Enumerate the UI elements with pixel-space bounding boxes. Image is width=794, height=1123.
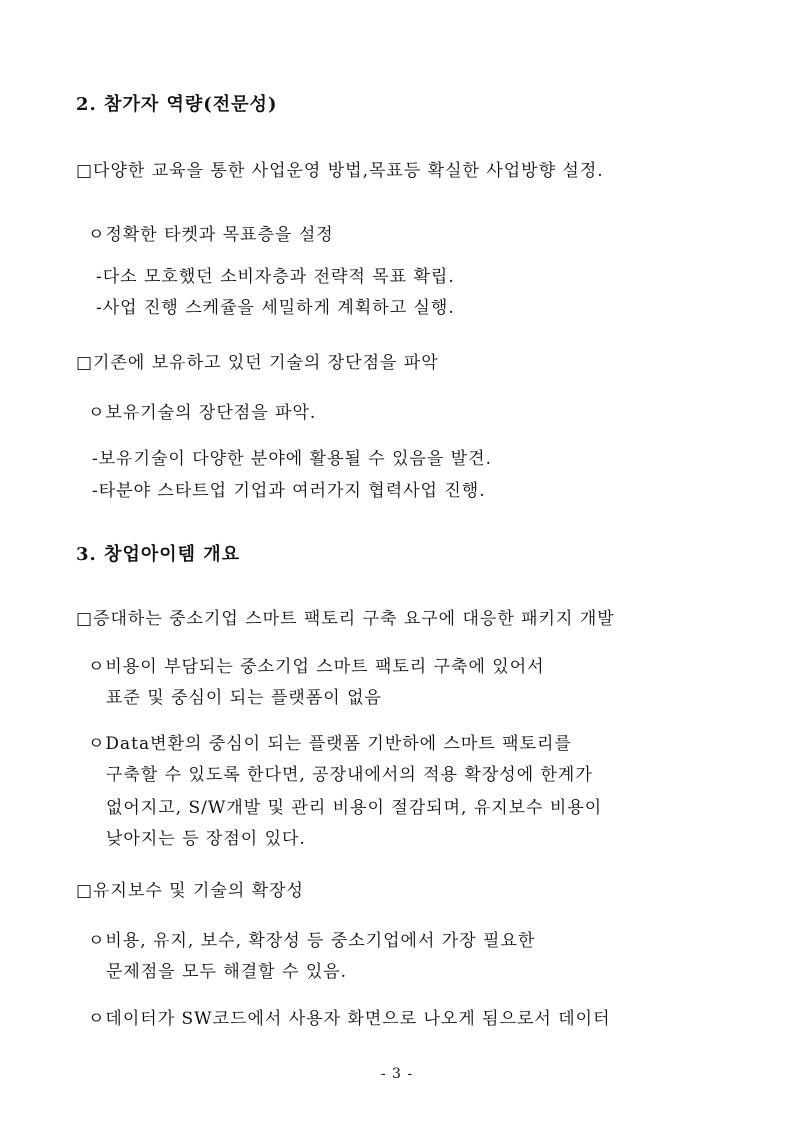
section-2-sub-item-2: ㅇ보유기술의 장단점을 파악. [88, 403, 317, 423]
section-3-sub-item-1-line-2: 표준 및 중심이 되는 플랫폼이 없음 [106, 688, 382, 708]
section-3-bullet-1: □증대하는 중소기업 스마트 팩토리 구축 요구에 대응한 패키지 개발 [76, 609, 615, 629]
section-2-dash-item-1: -다소 모호했던 소비자층과 전략적 목표 확립. [96, 267, 455, 287]
section-3-sub-item-2-line-2: 구축할 수 있도록 한다면, 공장내에서의 적용 확장성에 한계가 [106, 765, 593, 785]
section-3-sub-item-2-line-4: 낮아지는 등 장점이 있다. [106, 829, 306, 849]
section-2-bullet-2: □기존에 보유하고 있던 기술의 장단점을 파악 [76, 353, 439, 373]
section-2-sub-item-1: ㅇ정확한 타켓과 목표층을 설정 [88, 225, 334, 245]
section-3-sub-item-2-line-1: ㅇData변환의 중심이 되는 플랫폼 기반하에 스마트 팩토리를 [88, 734, 572, 754]
section-3-sub-item-1-line-1: ㅇ비용이 부담되는 중소기업 스마트 팩토리 구축에 있어서 [88, 657, 545, 677]
section-3-sub-item-3-line-1: ㅇ비용, 유지, 보수, 확장성 등 중소기업에서 가장 필요한 [88, 931, 536, 951]
section-3-bullet-2: □유지보수 및 기술의 확장성 [76, 881, 304, 901]
section-2-heading: 2. 참가자 역량(전문성) [76, 94, 278, 115]
section-2-dash-item-3: -보유기술이 다양한 분야에 활용될 수 있음을 발견. [92, 449, 493, 469]
section-2-bullet-1: □다양한 교육을 통한 사업운영 방법,목표등 확실한 사업방향 설정. [76, 161, 604, 181]
section-3-heading: 3. 창업아이템 개요 [76, 544, 241, 565]
section-2-dash-item-2: -사업 진행 스케쥴을 세밀하게 계획하고 실행. [96, 298, 455, 318]
section-3-sub-item-2-line-3: 없어지고, S/W개발 및 관리 비용이 절감되며, 유지보수 비용이 [106, 798, 603, 818]
section-2-dash-item-4: -타분야 스타트업 기업과 여러가지 협력사업 진행. [92, 481, 486, 501]
section-3-sub-item-4-line-1: ㅇ데이터가 SW코드에서 사용자 화면으로 나오게 됨으로서 데이터 [88, 1009, 611, 1029]
page-number: - 3 - [380, 1066, 414, 1082]
section-3-sub-item-3-line-2: 문제점을 모두 해결할 수 있음. [106, 962, 348, 982]
